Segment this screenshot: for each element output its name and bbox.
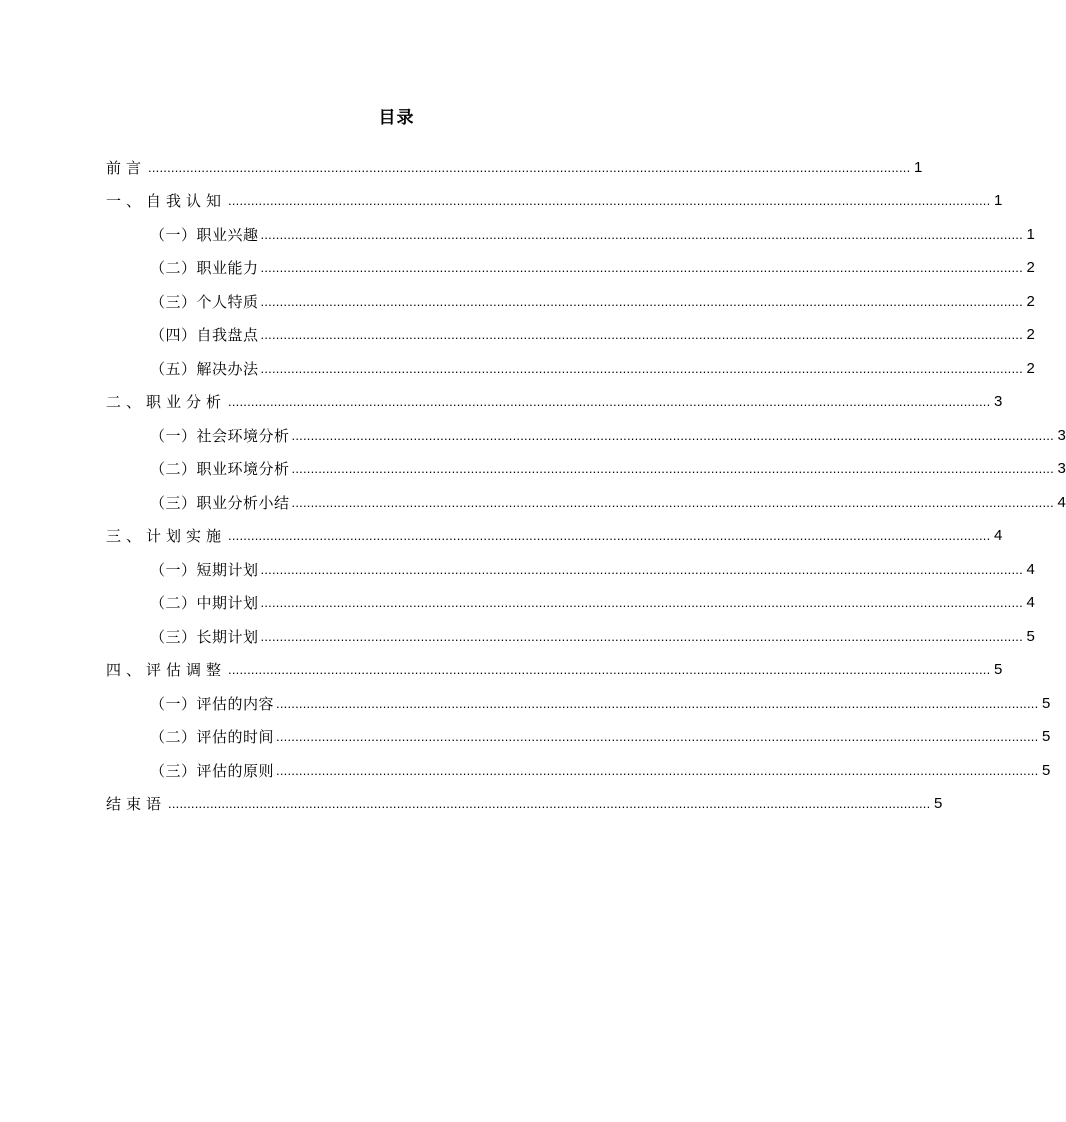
toc-leader-dots: ........................................................................................................................................................................................................ xyxy=(168,796,931,811)
toc-entry-analysis-summary[interactable] xyxy=(106,480,1066,514)
toc-entry-conclusion[interactable] xyxy=(106,782,943,816)
toc-entry-label: 一、自我认知 xyxy=(106,192,227,210)
toc-leader-dots: ........................................................................................................................................................................................................ xyxy=(291,494,1054,510)
toc-entry-preface[interactable] xyxy=(106,145,923,179)
toc-entry-page: 1 xyxy=(914,158,923,176)
toc-leader-dots: ........................................................................................................................................................................................................ xyxy=(228,528,991,543)
toc-leader-dots: ........................................................................................................................................................................................................ xyxy=(260,293,1023,309)
toc-entry-page: 5 xyxy=(1042,728,1051,745)
toc-entry-label: （三）职业分析小结 xyxy=(150,493,290,512)
toc-entry-page: 2 xyxy=(1026,359,1035,377)
toc-entry-solutions[interactable] xyxy=(106,346,1035,380)
toc-leader-dots: ........................................................................................................................................................................................................ xyxy=(228,662,991,677)
toc-entry-page: 3 xyxy=(994,393,1003,410)
toc-leader-dots: ........................................................................................................................................................................................................ xyxy=(260,226,1023,242)
toc-entry-page: 2 xyxy=(1026,292,1035,310)
toc-entry-page: 5 xyxy=(934,795,943,812)
toc-leader-dots: ........................................................................................................................................................................................................ xyxy=(276,762,1039,778)
toc-entry-page: 5 xyxy=(994,661,1003,678)
toc-entry-label: （五）解决办法 xyxy=(150,359,259,378)
toc-leader-dots: ........................................................................................................................................................................................................ xyxy=(276,729,1039,744)
toc-entry-label: 二、职业分析 xyxy=(106,393,227,411)
toc-entry-label: （三）长期计划 xyxy=(150,627,259,646)
toc-entry-page: 4 xyxy=(1026,594,1035,611)
toc-entry-personal-traits[interactable] xyxy=(106,279,1035,313)
toc-leader-dots: ........................................................................................................................................................................................................ xyxy=(260,561,1023,577)
toc-entry-page: 4 xyxy=(1026,560,1035,578)
toc-entry-evaluation-principles[interactable] xyxy=(106,748,1051,782)
toc-entry-short-term-plan[interactable] xyxy=(106,547,1035,581)
toc-leader-dots: ........................................................................................................................................................................................................ xyxy=(228,193,991,208)
toc-entry-label: （一）职业兴趣 xyxy=(150,225,259,244)
toc-entry-label: （二）中期计划 xyxy=(150,594,259,612)
toc-entry-self-inventory[interactable] xyxy=(106,313,1035,347)
toc-leader-dots: ........................................................................................................................................................................................................ xyxy=(276,695,1039,711)
toc-entry-social-environment[interactable] xyxy=(106,413,1066,447)
toc-entry-label: 三、计划实施 xyxy=(106,527,227,545)
toc-entry-page: 5 xyxy=(1042,694,1051,712)
toc-entry-self-awareness[interactable] xyxy=(106,179,1003,213)
toc-entry-page: 2 xyxy=(1026,259,1035,276)
toc-entry-label: （一）社会环境分析 xyxy=(150,426,290,445)
toc-entry-label: 结束语 xyxy=(106,795,167,813)
toc-title: 目录 xyxy=(378,108,415,128)
table-of-contents xyxy=(106,145,1066,815)
toc-entry-page: 5 xyxy=(1026,627,1035,645)
toc-entry-label: 四、评估调整 xyxy=(106,661,227,679)
toc-entry-page: 3 xyxy=(1057,460,1066,477)
toc-leader-dots: ........................................................................................................................................................................................................ xyxy=(228,394,991,409)
toc-leader-dots: ........................................................................................................................................................................................................ xyxy=(148,159,911,175)
toc-leader-dots: ........................................................................................................................................................................................................ xyxy=(291,461,1054,476)
toc-entry-page: 1 xyxy=(994,192,1003,209)
toc-entry-mid-term-plan[interactable] xyxy=(106,581,1035,615)
toc-entry-label: （二）职业环境分析 xyxy=(150,460,290,478)
toc-entry-long-term-plan[interactable] xyxy=(106,614,1035,648)
toc-leader-dots: ........................................................................................................................................................................................................ xyxy=(291,427,1054,443)
toc-entry-career-environment[interactable] xyxy=(106,447,1066,481)
toc-leader-dots: ........................................................................................................................................................................................................ xyxy=(260,327,1023,342)
toc-entry-page: 3 xyxy=(1057,426,1066,444)
toc-entry-career-analysis[interactable] xyxy=(106,380,1003,414)
toc-entry-page: 4 xyxy=(1057,493,1066,511)
toc-entry-label: （一）评估的内容 xyxy=(150,694,275,713)
toc-leader-dots: ........................................................................................................................................................................................................ xyxy=(260,360,1023,376)
toc-entry-label: （二）职业能力 xyxy=(150,259,259,277)
toc-leader-dots: ........................................................................................................................................................................................................ xyxy=(260,628,1023,644)
toc-entry-label: （一）短期计划 xyxy=(150,560,259,579)
toc-entry-label: 前言 xyxy=(106,158,147,177)
toc-entry-label: （四）自我盘点 xyxy=(150,326,259,344)
toc-entry-label: （三）个人特质 xyxy=(150,292,259,311)
toc-entry-career-ability[interactable] xyxy=(106,246,1035,280)
toc-entry-evaluation-content[interactable] xyxy=(106,681,1051,715)
toc-entry-label: （二）评估的时间 xyxy=(150,728,275,746)
toc-entry-page: 2 xyxy=(1026,326,1035,343)
toc-entry-page: 4 xyxy=(994,527,1003,544)
toc-entry-plan-implementation[interactable] xyxy=(106,514,1003,548)
toc-entry-page: 1 xyxy=(1026,225,1035,243)
toc-leader-dots: ........................................................................................................................................................................................................ xyxy=(260,260,1023,275)
toc-entry-career-interest[interactable] xyxy=(106,212,1035,246)
toc-leader-dots: ........................................................................................................................................................................................................ xyxy=(260,595,1023,610)
toc-entry-evaluation-time[interactable] xyxy=(106,715,1051,749)
toc-entry-page: 5 xyxy=(1042,761,1051,779)
toc-entry-evaluation-adjustment[interactable] xyxy=(106,648,1003,682)
toc-entry-label: （三）评估的原则 xyxy=(150,761,275,780)
